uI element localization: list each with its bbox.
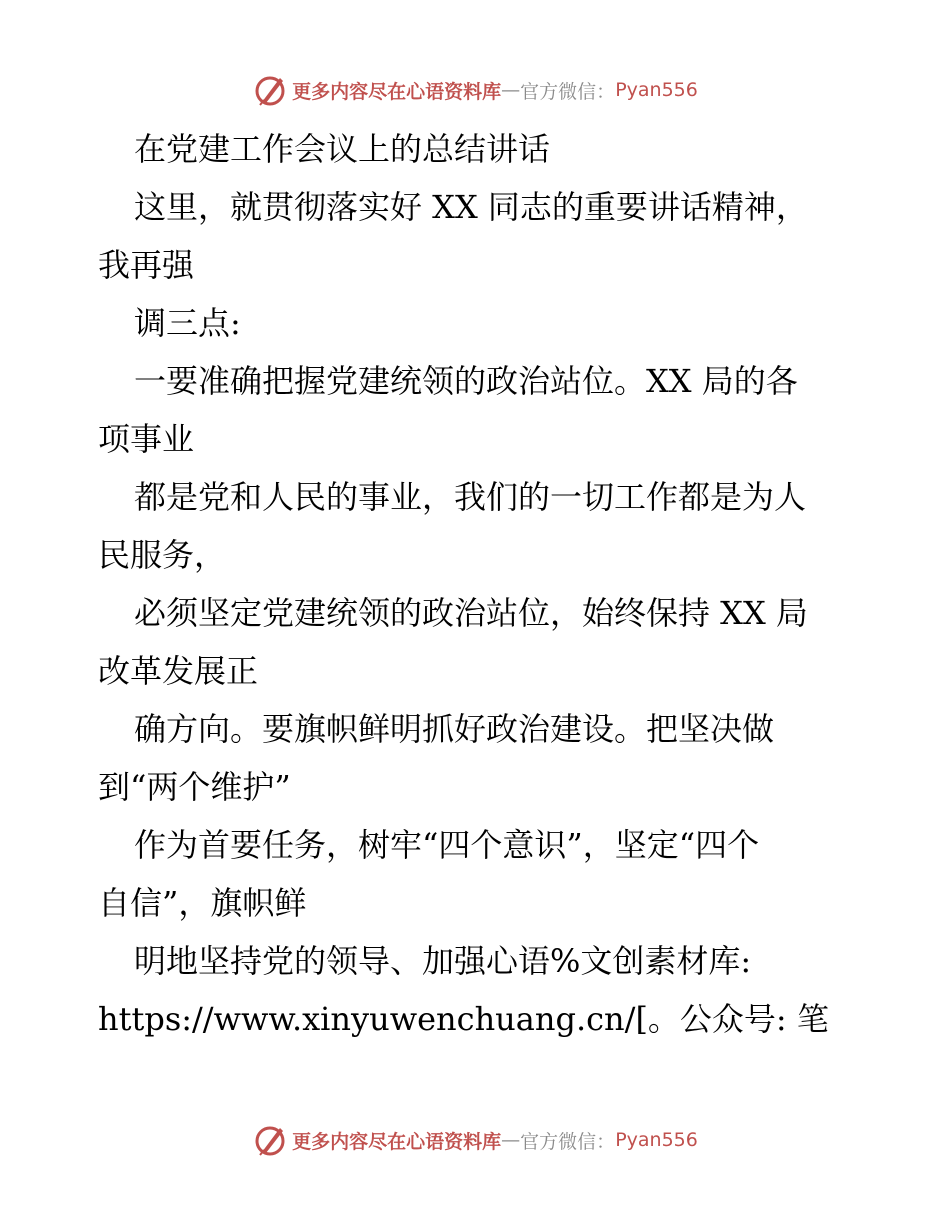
watermark-footer [0,1120,950,1160]
watermark-official-label: 官方微信： [520,80,616,103]
body-line: 自信”，旗帜鲜 [98,884,307,922]
body-line: 我再强 [98,246,195,284]
body-line: 民服务， [98,536,227,574]
quill-logo-icon [252,1122,288,1158]
body-line-url: https://www.xinyuwenchuang.cn/[。公众号: 笔 [98,1000,829,1038]
watermark-wechat-id: Pyan556 [615,1129,698,1151]
quill-logo-icon [252,72,288,108]
body-line: 改革发展正 [98,652,259,690]
body-line: 到“两个维护” [98,768,291,806]
watermark-main-text: 更多内容尽在心语资料库 [292,80,502,103]
document-body [98,120,858,1048]
body-line: 确方向。要旗帜鲜明抓好政治建设。把坚决做 [134,710,775,748]
body-line: 一要准确把握党建统领的政治站位。XX 局的各 [134,362,798,400]
watermark-dash: — [501,1129,521,1151]
body-line: 这里，就贯彻落实好 XX 同志的重要讲话精神， [134,188,808,226]
watermark-wechat-id: Pyan556 [615,79,698,101]
body-line: 必须坚定党建统领的政治站位，始终保持 XX 局 [134,594,808,632]
watermark-header [0,70,950,110]
watermark-main-text: 更多内容尽在心语资料库 [292,1130,502,1153]
body-line: 都是党和人民的事业，我们的一切工作都是为人 [134,478,807,516]
body-line: 调三点: [134,304,241,342]
watermark-dash: — [501,79,521,101]
body-line: 明地坚持党的领导、加强心语%文创素材库: [134,942,752,980]
body-line: 作为首要任务，树牢“四个意识”，坚定“四个 [134,826,760,864]
body-line: 项事业 [98,420,195,458]
document-title: 在党建工作会议上的总结讲话 [134,130,551,168]
watermark-official-label: 官方微信： [520,1130,616,1153]
